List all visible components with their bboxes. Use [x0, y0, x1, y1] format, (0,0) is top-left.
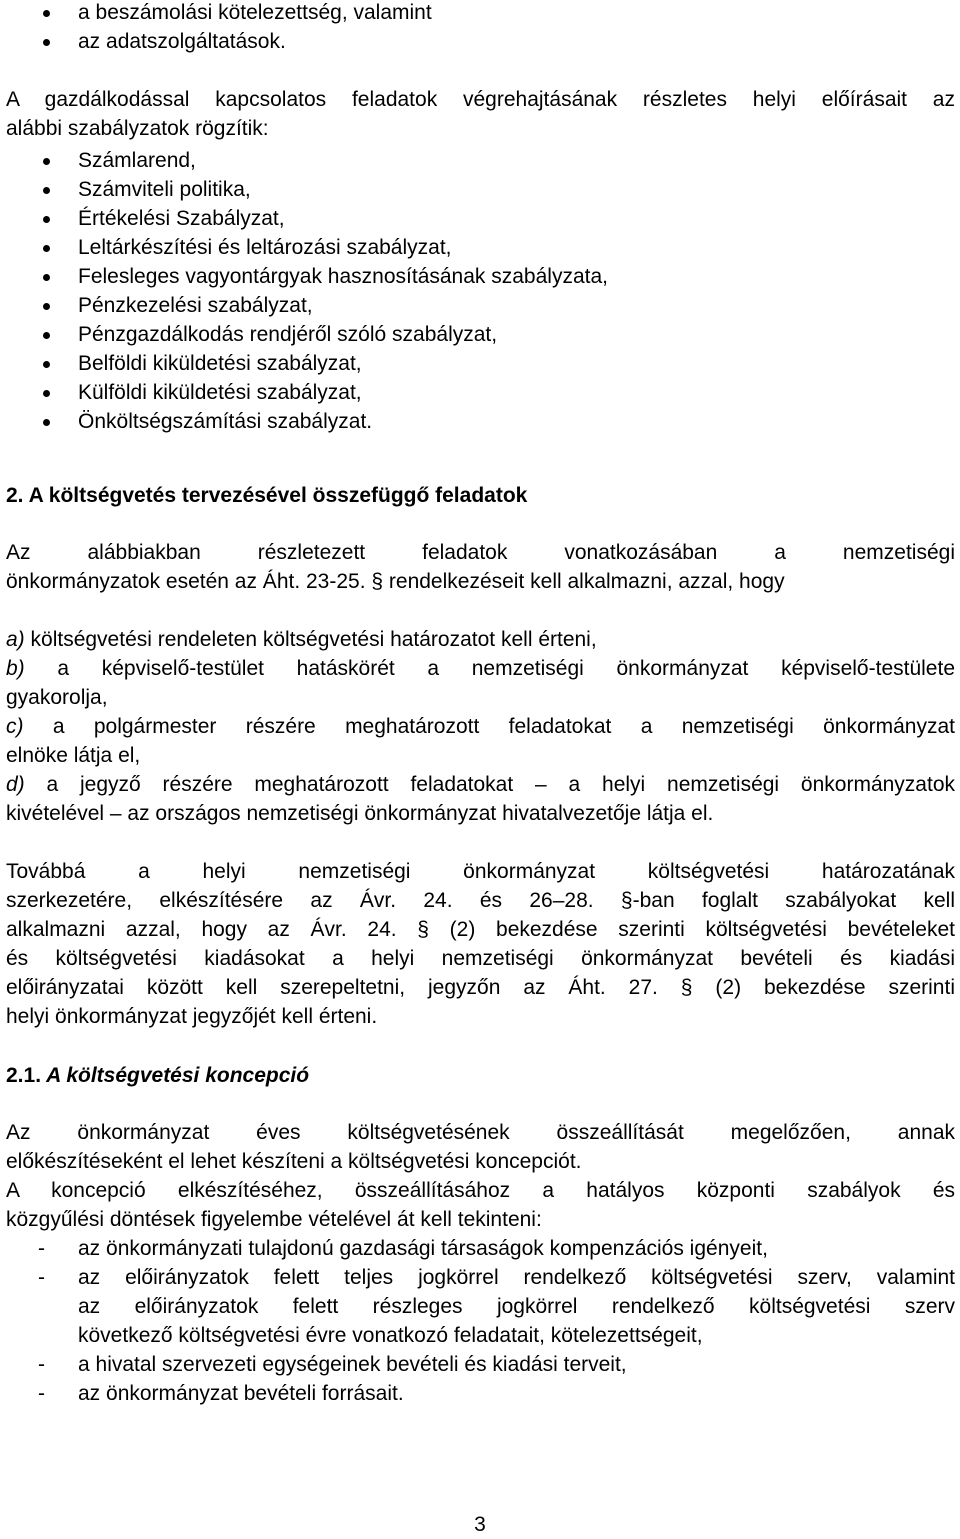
list-item: az adatszolgáltatások. — [6, 27, 955, 56]
item-letter: d) — [6, 773, 25, 796]
item-letter: b) — [6, 657, 25, 680]
text-line: közgyűlési döntések figyelembe vételével át kell tekinteni: — [6, 1208, 542, 1231]
list-item: - az előirányzatok felett teljes jogkörrel rendelkező költségvetési szerv, valamint az előirányzatok felett részleges jogkörrel rendelkező költségvetési szerv következő költségvetési évre vonatkozó feladatait, kötelezettségeit, — [6, 1263, 955, 1350]
rules-bullet-list — [6, 146, 955, 436]
list-item-continued: elnöke látja el, — [6, 744, 141, 767]
item-text: az előirányzatok felett teljes jogkörrel rendelkező költségvetési szerv, valamint — [78, 1266, 955, 1289]
dash-list — [6, 1234, 955, 1408]
text-line: alkalmazni azzal, hogy az Ávr. 24. § (2) bekezdése szerinti költségvetési bevételeket — [6, 918, 955, 941]
list-item: Külföldi kiküldetési szabályzat, — [6, 378, 955, 407]
text-line: előkészítéseként el lehet készíteni a költségvetési koncepciót. — [6, 1150, 582, 1173]
list-item: Számviteli politika, — [6, 175, 955, 204]
further-paragraph — [6, 857, 955, 1031]
list-item-continued: kivételével – az országos nemzetiségi önkormányzat hivatalvezetője látja el. — [6, 802, 714, 825]
item-text: a jegyző részére meghatározott feladatokat – a helyi nemzetiségi önkormányzatok — [24, 773, 955, 796]
item-text: az előirányzatok felett részleges jogkörrel rendelkező költségvetési szerv — [78, 1295, 955, 1318]
list-item: Felesleges vagyontárgyak hasznosításának szabályzata, — [6, 262, 955, 291]
list-item: a beszámolási kötelezettség, valamint — [6, 0, 955, 27]
text-line: helyi önkormányzat jegyzőjét kell érteni. — [6, 1005, 378, 1028]
list-item: - az önkormányzat bevételi forrásait. — [38, 1382, 404, 1405]
koncepcio-paragraph-2 — [6, 1176, 955, 1234]
section-number: 2.1. — [6, 1064, 42, 1087]
text-line: és költségvetési kiadásokat a helyi nemzetiségi önkormányzat bevételi és kiadási — [6, 947, 955, 970]
list-item: - az önkormányzati tulajdonú gazdasági társaságok kompenzációs igényeit, — [38, 1237, 768, 1260]
section-heading-2-1 — [6, 1061, 309, 1090]
list-item: Pénzgazdálkodás rendjéről szóló szabályzat, — [6, 320, 955, 349]
item-text: a polgármester részére meghatározott feladatokat a nemzetiségi önkormányzat — [23, 715, 955, 738]
list-item — [6, 625, 955, 654]
list-item: Leltárkészítési és leltározási szabályzat, — [6, 233, 955, 262]
list-item: Belföldi kiküldetési szabályzat, — [6, 349, 955, 378]
list-item — [6, 654, 955, 683]
item-text: a képviselő-testület hatáskörét a nemzetiségi önkormányzat képviselő-testülete — [24, 657, 955, 680]
text-line: önkormányzatok esetén az Áht. 23-25. § rendelkezéseit kell alkalmazni, azzal, hogy — [6, 570, 785, 593]
item-text: a hivatal szervezeti egységeinek bevételi és kiadási terveit, — [78, 1353, 627, 1376]
text-line: alábbi szabályzatok rögzítik: — [6, 117, 269, 140]
page-number: 3 — [474, 1513, 486, 1536]
list-item-continued: gyakorolja, — [6, 686, 108, 709]
item-text: az önkormányzati tulajdonú gazdasági társaságok kompenzációs igényeit, — [78, 1237, 768, 1260]
list-item: Értékelési Szabályzat, — [6, 204, 955, 233]
section-title: A költségvetési koncepció — [46, 1064, 310, 1087]
text-line: Továbbá a helyi nemzetiségi önkormányzat költségvetési határozatának — [6, 860, 955, 883]
text-line: Az alábbiakban részletezett feladatok vonatkozásában a nemzetiségi — [6, 541, 955, 564]
list-item — [6, 770, 955, 799]
list-item: - a hivatal szervezeti egységeinek bevételi és kiadási terveit, — [38, 1353, 627, 1376]
intro-paragraph-2 — [6, 538, 955, 596]
list-item: Számlarend, — [6, 146, 955, 175]
text-line: A gazdálkodással kapcsolatos feladatok végrehajtásának részletes helyi előírásait az — [6, 88, 955, 111]
text-line: A koncepció elkészítéséhez, összeállításához a hatályos központi szabályok és — [6, 1179, 955, 1202]
item-letter: c) — [6, 715, 24, 738]
text-line: szerkezetére, elkészítésére az Ávr. 24. és 26–28. §-ban foglalt szabályokat kell — [6, 889, 955, 912]
item-text: költségvetési rendeleten költségvetési határozatot kell érteni, — [24, 628, 597, 651]
intro-paragraph — [6, 85, 955, 143]
list-item: Önköltségszámítási szabályzat. — [6, 407, 955, 436]
koncepcio-paragraph-1 — [6, 1118, 955, 1176]
text-line: előirányzatai között kell szerepeltetni, jegyzőn az Áht. 27. § (2) bekezdése szerinti — [6, 976, 955, 999]
section-heading-2 — [6, 481, 527, 510]
section-title: A költségvetés tervezésével összefüggő feladatok — [28, 484, 528, 507]
text-line: Az önkormányzat éves költségvetésének összeállítását megelőzően, annak — [6, 1121, 955, 1144]
section-number: 2. — [6, 484, 24, 507]
item-text: következő költségvetési évre vonatkozó feladatait, kötelezettségeit, — [78, 1324, 703, 1347]
list-item: Pénzkezelési szabályzat, — [6, 291, 955, 320]
lettered-list — [6, 625, 955, 828]
top-bullet-list — [6, 0, 955, 56]
item-text: az önkormányzat bevételi forrásait. — [78, 1382, 404, 1405]
item-letter: a) — [6, 628, 25, 651]
list-item — [6, 712, 955, 741]
